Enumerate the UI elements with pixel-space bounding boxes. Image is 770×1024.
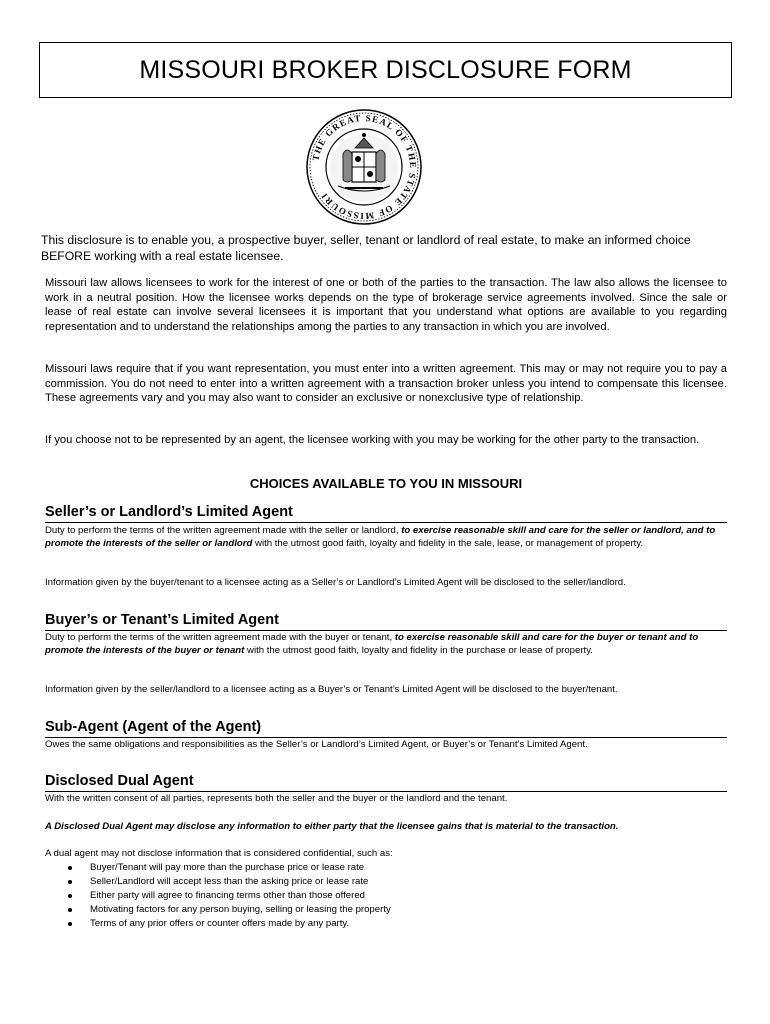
dual-agent-text: With the written consent of all parties, represents both the seller and the buyer or the landlord and the tenant. xyxy=(45,793,508,804)
dual-agent-heading: Disclosed Dual Agent xyxy=(45,773,727,792)
paragraph-agreement: Missouri laws require that if you want representation, you must enter into a written agreement. This may or may not require you to pay a commission. You do not need to enter into a written agreement with a transaction broker unless you intend to compensate this licensee. These agreements vary and you may also want to consider an exclusive or nonexclusive type of relationship. xyxy=(45,363,727,405)
list-item: Motivating factors for any person buying, selling or leasing the property xyxy=(68,903,668,917)
buyer-agent-info: Information given by the seller/landlord to a licensee acting as a Buyer’s or Tenant’s Limited Agent will be disclosed to the buyer/tenant. xyxy=(45,684,618,695)
dual-agent-warning: A Disclosed Dual Agent may disclose any information to either party that the licensee gains that is material to the transaction. xyxy=(45,821,619,832)
intro-text: This disclosure is to enable you, a prospective buyer, seller, tenant or landlord of real estate, to make an informed choice BEFORE working with a real estate licensee. xyxy=(41,233,691,263)
dual-agent-list-intro: A dual agent may not disclose information that is considered confidential, such as: xyxy=(45,848,393,859)
svg-text:THE GREAT SEAL OF THE STATE OF: THE GREAT SEAL OF THE STATE OF MISSOURI xyxy=(310,112,419,222)
state-seal-icon xyxy=(305,108,423,226)
title-box xyxy=(39,42,732,98)
subagent-heading: Sub-Agent (Agent of the Agent) xyxy=(45,719,727,738)
buyer-agent-duty: Duty to perform the terms of the written agreement made with the buyer or tenant, to exercise reasonable skill and care for the buyer or tenant and to promote the interests of the buyer or tenant with the utmost good faith, loyalty and fidelity in the purchase or lease of property. xyxy=(45,632,699,656)
paragraph-law: Missouri law allows licensees to work for the interest of one or both of the parties to the transaction. The law also allows the licensee to work in a neutral position. How the licensee works depends on the type of brokerage service agreements involved. Since the sale or lease of real estate can involve several licensees it is important that you understand what options are available to you regarding representation and to understand the relationships among the parties to any transaction in which you are involved. xyxy=(45,277,727,333)
paragraph-no-agent: If you choose not to be represented by an agent, the licensee working with you may be working for the other party to the transaction. xyxy=(45,434,700,446)
list-item: Either party will agree to financing terms other than those offered xyxy=(68,889,668,903)
page-title: MISSOURI BROKER DISCLOSURE FORM xyxy=(139,55,632,84)
list-item: Seller/Landlord will accept less than the asking price or lease rate xyxy=(68,875,668,889)
list-item: Terms of any prior offers or counter offers made by any party. xyxy=(68,917,668,931)
choices-heading: CHOICES AVAILABLE TO YOU IN MISSOURI xyxy=(249,476,523,491)
list-item: Buyer/Tenant will pay more than the purchase price or lease rate xyxy=(68,861,668,875)
seller-agent-info: Information given by the buyer/tenant to a licensee acting as a Seller’s or Landlord’s Limited Agent will be disclosed to the seller/landlord. xyxy=(45,577,626,588)
subagent-text: Owes the same obligations and responsibilities as the Seller’s or Landlord’s Limited Agent, or Buyer’s or Tenant’s Limited Agent. xyxy=(45,739,588,750)
confidential-list xyxy=(68,861,668,931)
buyer-agent-heading: Buyer’s or Tenant’s Limited Agent xyxy=(45,612,727,631)
seller-agent-heading: Seller’s or Landlord’s Limited Agent xyxy=(45,504,727,523)
seller-agent-duty: Duty to perform the terms of the written agreement made with the seller or landlord, to exercise reasonable skill and care for the seller or landlord, and to promote the interests of the seller or landlord with the utmost good faith, loyalty and fidelity in the sale, lease, or management of property. xyxy=(45,525,716,549)
